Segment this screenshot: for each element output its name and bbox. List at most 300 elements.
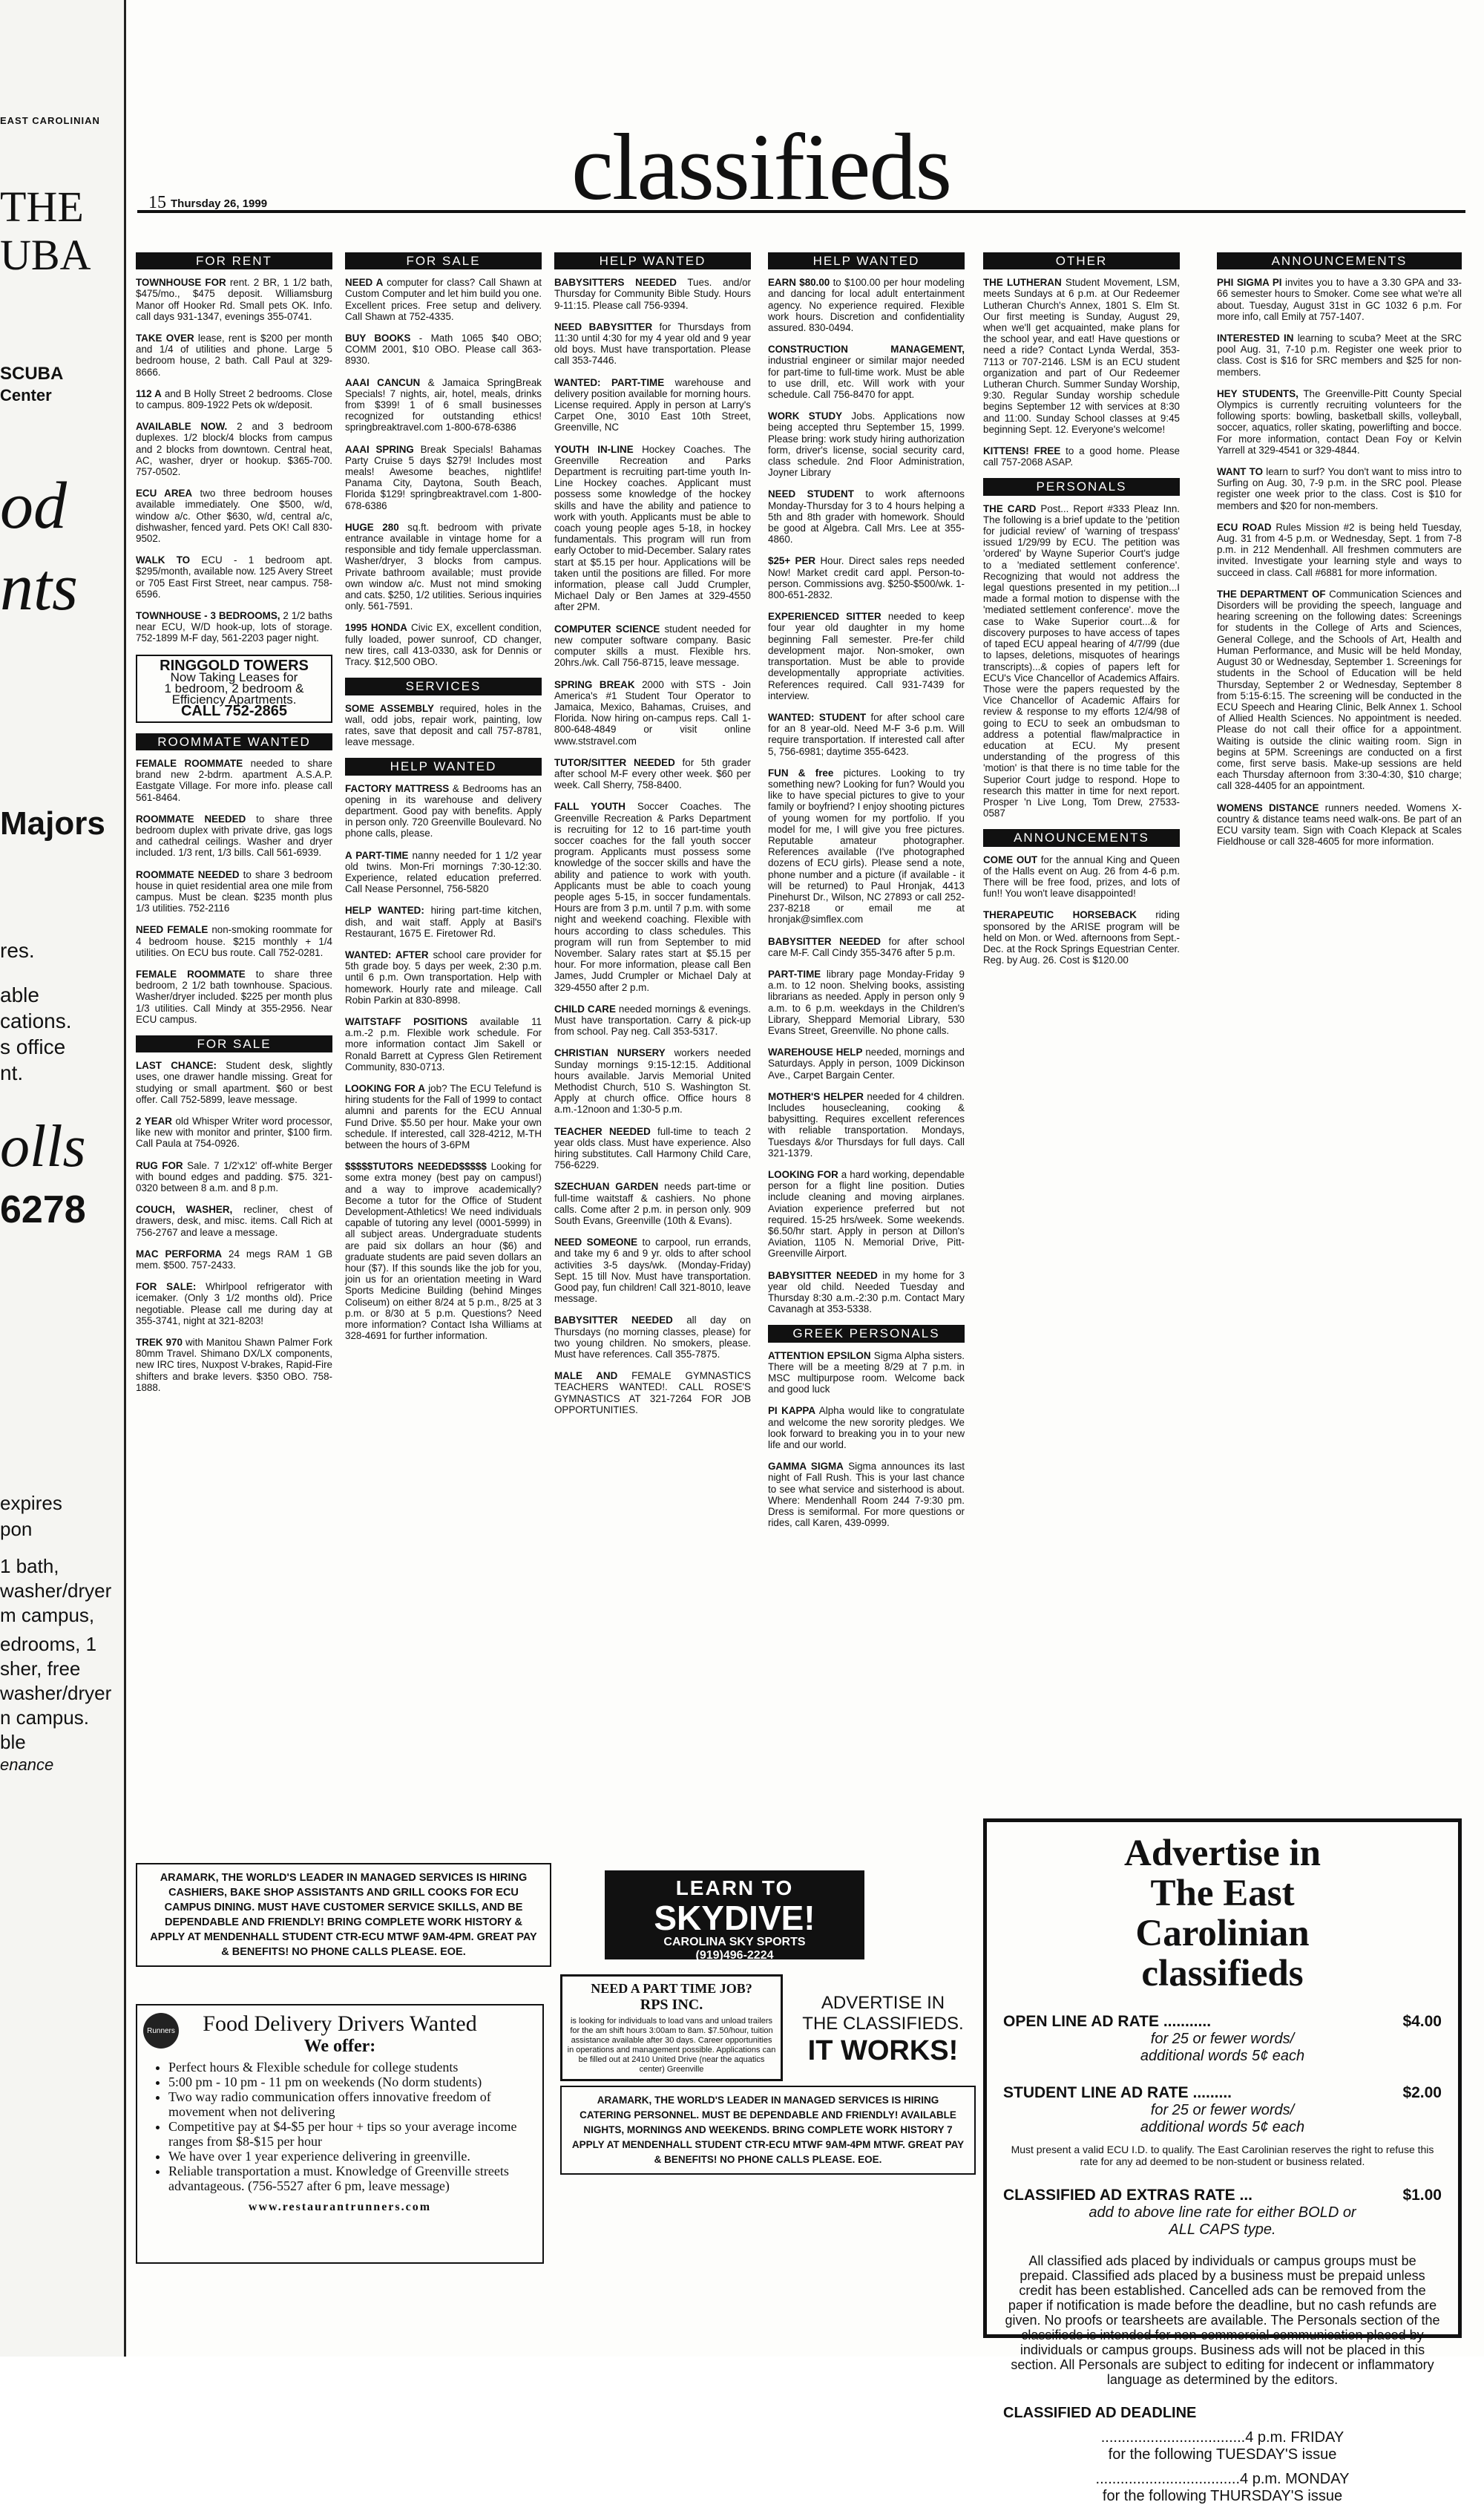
- heading-announcements: ANNOUNCEMENTS: [983, 829, 1180, 846]
- paper-name: EAST CAROLINIAN: [0, 115, 100, 126]
- ad-lead: SZECHUAN GARDEN: [554, 1181, 659, 1193]
- classified-ad: [345, 850, 542, 895]
- classified-ad: [768, 1461, 965, 1528]
- classified-ad: [345, 949, 542, 1006]
- strip-line: cations.: [0, 1009, 72, 1032]
- classified-ad: [554, 757, 751, 791]
- heading-help-wanted: HELP WANTED: [345, 758, 542, 775]
- classified-ad: [768, 611, 965, 701]
- ad-text: for the annual King and Queen of the Halls event on Aug. 26 from 4-6 p.m. There will be free food, prizes, and lots of fun!! You won't leave disappointed!: [983, 854, 1180, 900]
- ad-text: nanny needed for 1 1/2 year old twins. Mon-Fri mornings 7:30-12:30. Experience, related education preferred. Call Nease Personnel, 756-5820: [345, 849, 542, 895]
- classified-ad: [136, 1160, 332, 1194]
- ads-personals: [983, 503, 1180, 819]
- ad-text: school care provider for 5th grade boy. 5 days per week, 2:30 p.m. until 6 p.m. Own transportation. Help with homework. Hourly rate and mileage. Call Robin Parkin at 830-8998.: [345, 949, 542, 1006]
- ads-services: [345, 703, 542, 748]
- issue-date: Thursday 26, 1999: [171, 197, 268, 210]
- food-title: Food Delivery Drivers Wanted: [203, 2011, 477, 2036]
- ad-lead: CHILD CARE: [554, 1003, 616, 1015]
- ad-text: needs part-time or full-time waitstaff & cashiers. No phone calls. Come after 2 p.m. in person only. 909 South Evans, Greenville (10th & Evans).: [554, 1181, 751, 1227]
- classified-ad: [554, 623, 751, 669]
- ad-text: Communication Sciences and Disorders will be providing the speech, language and hearing screening on the following dates: Screenings for students in the College of Arts and Sciences, General College, and the Schools of Art, Health and Human Performance, and Music will be held Monday, August 30 or Wednesday, September 1. Screenings for students in the School of Education will be held Thursday, September 2 or Wednesday, September 8 from 5:15-6:15. The screening will be conducted in the ECU Speech and Hearing Clinic, Belk Annex 1. School of Allied Health Sciences. No appointment is needed. Please do not call their office for a appointment. Waiting is outside the clinic waiting room. Sign in begins at 5PM. Screenings are conducted on a first come, first serve basis. Make-up sessions are held each Thursday afternoon from 3:30-4:30, $10 charge; call 328-4405 for an appointment.: [1217, 588, 1462, 792]
- classified-ad: [554, 1237, 751, 1304]
- classified-ad: [1217, 333, 1462, 378]
- ad-lead: NEED BABYSITTER: [554, 321, 653, 333]
- ad-lead: AAAI CANCUN: [345, 376, 421, 388]
- classified-ad: [983, 445, 1180, 468]
- ad-text: needed to keep four year old daughter in my home beginning Fall semester. Pre-fer child development major. Non-smoker, own transportation. Must be able to provide developmentally appropriate activities. References required. Call 931-7439 for interview.: [768, 611, 965, 701]
- classified-ad: [345, 1083, 542, 1150]
- food-list: [168, 2060, 533, 2193]
- ad-lead: COME OUT: [983, 854, 1038, 865]
- classified-ad: [768, 1169, 965, 1260]
- classified-ad: [768, 488, 965, 545]
- skydive-ad: [605, 1870, 864, 1962]
- ad-text: required, holes in the wall, odd jobs, repair work, painting, low rates, save that deposit and call 757-8781, leave message.: [345, 702, 542, 748]
- strip-line: enance: [0, 1755, 54, 1774]
- classified-ad: [983, 854, 1180, 900]
- deadline-line: for the following THURSDAY'S issue: [1102, 2488, 1343, 2504]
- rate-sub: additional words 5¢ each: [1140, 2048, 1305, 2064]
- ad-text: to carpool, run errands, and take my 6 and 9 yr. olds to after school activities 3-5 days/wk. (Monday-Friday) Sept. 15 till Nov. Must have transportation. Good pay, fun children! Call 321-8010, leave message.: [554, 1237, 752, 1305]
- ad-text: invites you to have a 3.30 GPA and 33-66 semester hours to Smoker. Come see what we're all about. Tuesday, August 31st in GC 1032 6 p.m. For more info, call Emily at 757-1407.: [1217, 277, 1462, 322]
- list-item: • Perfect hours & Flexible schedule for college students: [168, 2060, 533, 2075]
- ad-lead: TEACHER NEEDED: [554, 1125, 651, 1137]
- ad-text: lease, rent is $200 per month and 1/4 of utilities and phone. Large 5 bedroom house, 2 bath. Call Paul at 329-8666.: [136, 333, 332, 378]
- food-url: www.restaurantrunners.com: [248, 2201, 432, 2213]
- aramark-banner: ARAMARK, THE WORLD'S LEADER IN MANAGED SERVICES IS HIRING CASHIERS, BAKE SHOP ASSISTANTS AND GRILL COOKS FOR ECU CAMPUS DINING. MUST HAVE CUSTOMER SERVICE SKILLS, AND BE DEPENDABLE AND FRIENDLY! BRING COMPLETE WORK HISTORY & APPLY AT MENDENHALL STUDENT CTR-ECU MTWF 9AM-4PM. GREAT PAY & BENEFITS! NO PHONE CALLS PLEASE. EOE.: [136, 1863, 551, 1967]
- adjacent-page-strip: [0, 0, 126, 2357]
- skydive-line: SKYDIVE!: [654, 1899, 815, 1937]
- classified-ad: [554, 1003, 751, 1038]
- ad-lead: KITTENS! FREE: [983, 445, 1061, 457]
- classified-ad: [768, 344, 965, 400]
- list-item: • 5:00 pm - 10 pm - 11 pm on weekends (No dorm students): [168, 2075, 533, 2089]
- strip-line: pon: [0, 1518, 33, 1540]
- ad-lead: WOMENS DISTANCE: [1217, 802, 1319, 813]
- ad-lead: NEED SOMEONE: [554, 1237, 638, 1248]
- classified-ad: [345, 1016, 542, 1073]
- classified-ad: [1217, 589, 1462, 792]
- ad-lead: WALK TO: [136, 554, 191, 566]
- ad-text: for Thursdays from 11:30 until 4:30 for my 4 year old and 9 year old boys. Must have transportation. Please call 353-7446.: [554, 321, 752, 367]
- ad-lead: FALL YOUTH: [554, 801, 626, 813]
- strip-line: edrooms, 1: [0, 1633, 97, 1655]
- ad-lead: ATTENTION EPSILON: [768, 1349, 871, 1361]
- ad-text: Soccer Coaches. The Greenville Recreation & Parks Department is recruiting for 12 to 16 part-time youth soccer coaches for the fall youth soccer program. Applicants must possess some knowledge of the soccer skills and have the ability and patience to work with youth. Applicants must be able to coach young people ages 5-15, in soccer fundamentals. Hours are from 3 p.m. until 7 p.m. with some night and weekend coaching. Flexible with hours according to class schedules. This program will run from September to mid November. Salary rates start at $5.15 per hour. For more information, please call Ben James, Judd Crumpler or Michael Daly at 329-4550 after 2 p.m.: [554, 801, 751, 993]
- feature-title: The East: [1150, 1873, 1295, 1914]
- classified-ad: [345, 905, 542, 939]
- ad-text: for after school care for an 8 year-old. Need M-F 3-6 p.m. Will require transportation. If interested call after 5, 756-6981; daytime 355-6423.: [768, 711, 965, 757]
- ad-lead: MALE AND: [554, 1370, 618, 1382]
- strip-line: washer/dryer: [0, 1579, 112, 1602]
- ad-text: in my home for 3 year old child. Needed Tuesday and Thursday 8:30 a.m.-2:30 p.m. Contact Mary Cavanagh at 353-5338.: [768, 1269, 965, 1315]
- ad-lead: WAITSTAFF POSITIONS: [345, 1015, 468, 1027]
- heading-services: SERVICES: [345, 678, 542, 695]
- cta-line: THE CLASSIFIEDS.: [802, 2014, 964, 2034]
- column-5: [983, 252, 1180, 976]
- classified-ad: [136, 1248, 332, 1271]
- strip-line: nts: [0, 551, 79, 624]
- ad-text: Rules Mission #2 is being held Tuesday, Aug. 31 from 4-5 p.m. or Wednesday, Sept. 1 from 7-8 p.m. in 212 Mendenhall. All freshmen commuters are invited. Investigate your learning style and ways to succeed in class. Call #6881 for more information.: [1217, 521, 1462, 578]
- ad-lead: CHRISTIAN NURSERY: [554, 1047, 666, 1059]
- ad-text: workers needed Sunday mornings 9:15-12:15. Additional hours available. Jarvis Memorial United Methodist Church, 510 S. Washington St. Apply at church office. Office hours 8 a.m.-12noon and 1:30-5 p.m.: [554, 1047, 751, 1116]
- heading-help-wanted: HELP WANTED: [768, 252, 965, 269]
- ad-lead: YOUTH IN-LINE: [554, 443, 634, 455]
- ad-text: to share 3 bedroom house in quiet residential area one mile from campus. Must be clean. $235 month plus 1/3 utilities. 752-2116: [136, 868, 332, 914]
- runners-logo: Runners: [143, 2013, 179, 2049]
- rate-sub: additional words 5¢ each: [1140, 2119, 1305, 2135]
- skydive-line: CAROLINA SKY SPORTS: [663, 1936, 806, 1948]
- ad-text: industrial engineer or similar major needed for part-time to full-time work. Must be able to use drill, etc. Will work with your schedule. Call 756-8470 for appt.: [768, 355, 965, 401]
- ad-text: 24 megs RAM 1 GB mem. $500. 757-2433.: [136, 1248, 333, 1271]
- strip-line: washer/dryer: [0, 1682, 112, 1704]
- strip-line: SCUBA: [0, 364, 64, 384]
- classified-ad: [345, 522, 542, 612]
- page-number: 15: [148, 193, 166, 212]
- strip-line: n campus.: [0, 1706, 89, 1729]
- ad-lead: $$$$$TUTORS NEEDED$$$$$: [345, 1161, 487, 1173]
- classified-ad: [1217, 466, 1462, 511]
- ad-lead: NEED STUDENT: [768, 488, 854, 500]
- ringgold-line: Now Taking Leases for: [170, 669, 298, 684]
- ad-lead: MOTHER'S HELPER: [768, 1090, 864, 1102]
- classified-ad: [554, 1370, 751, 1415]
- aramark-banner: ARAMARK, THE WORLD'S LEADER IN MANAGED SERVICES IS HIRING CATERING PERSONNEL. MUST BE DEPENDABLE AND FRIENDLY! AVAILABLE NIGHTS, MORNINGS AND WEEKENDS. BRING COMPLETE WORK HISTORY 7 APPLY AT MENDENHALL STUDENT CTR-ECU MTWF 9AM-4PM MTWF. GREAT PAY & BENEFITS! NO PHONE CALLS PLEASE. EOE.: [560, 2086, 976, 2175]
- ad-text: hiring part-time kitchen, dish, and wait staff. Apply at Basil's Restaurant, 1675 E. Firetower Rd.: [345, 905, 542, 939]
- ad-lead: EXPERIENCED SITTER: [768, 611, 881, 623]
- strip-line: sher, free: [0, 1657, 81, 1680]
- ad-text: - Math 1065 $40 OBO; COMM 2001, $10 OBO. Please call 363-8930.: [345, 333, 542, 367]
- ringgold-line: Efficiency Apartments.: [171, 692, 297, 707]
- classified-ad: [768, 410, 965, 478]
- ad-lead: FACTORY MATTRESS: [345, 782, 450, 794]
- classified-ad: [554, 801, 751, 992]
- ad-text: job? The ECU Telefund is hiring students for the Fall of 1999 to contact alumni and parents for the ECU Annual Fund Drive. $5.50 per hour. Make your own schedule. If interested, call 328-4212, M-TH between the hours of 3-6PM: [345, 1082, 542, 1150]
- ad-lead: COMPUTER SCIENCE: [554, 623, 660, 635]
- ad-text: runners needed. Womens X-country & distance teams need walk-ons. Be part of an ECU varsity team. Sign with Coach Klepack at Scales Fieldhouse or call 328-4605 for more information.: [1217, 802, 1462, 848]
- classified-ad: [768, 277, 965, 333]
- classified-ad: [983, 277, 1180, 435]
- ads-announcements: [1217, 277, 1462, 847]
- ad-text: full-time to teach 2 year olds class. Must have experience. Also hiring substitutes. Call Harmony Child Care, 756-6229.: [554, 1125, 751, 1171]
- ad-text: pictures. Looking to try something new? Looking for fun? Would you like to have special pictures to give to your family or boyfriend? I enjoy shooting pictures of young women for my portfolio. If you model for me, I will give you free pictures. Reputable amateur photographer. References available (I've photographed dozens of ECU girls). Please send a note, phone number and a picture (if available - it will be returned) to Paul Hronjak, 4413 Pinehurst Dr., Wilson, NC 27893 or call 252-237-8218 or email me at hronjak@simflex.com: [768, 767, 965, 926]
- classified-ad: [136, 488, 332, 544]
- rate-label: STUDENT LINE AD RATE .........: [1003, 2084, 1232, 2101]
- ad-lead: HELP WANTED:: [345, 905, 424, 917]
- ad-lead: FUN & free: [768, 767, 834, 779]
- ad-text: to work afternoons Monday-Thursday for 3 to 4 hours helping a 5th and 8th grader with homework. Should be good at Algebra. Call Mrs. Lee at 355-4860.: [768, 488, 965, 546]
- ringgold-line: 1 bedroom, 2 bedroom &: [164, 681, 304, 696]
- ad-lead: THERAPEUTIC HORSEBACK: [983, 909, 1137, 921]
- strip-line: 6278: [0, 1188, 86, 1231]
- ad-lead: WANTED: STUDENT: [768, 711, 867, 723]
- classified-ad: [345, 1161, 542, 1341]
- column-1: [136, 252, 332, 1404]
- heading-for-rent: FOR RENT: [136, 252, 332, 269]
- ad-text: needed to share brand new 2-bdrm. apartment A.S.A.P. Eastgate Village. For more info. please call 561-8464.: [136, 757, 332, 803]
- ad-text: computer for class? Call Shawn at Custom Computer and let him build you one. Excellent prices. Free setup and delivery. Call Shawn at 752-4335.: [345, 277, 542, 322]
- ad-lead: MAC PERFORMA: [136, 1248, 223, 1260]
- ad-lead: ROOMMATE NEEDED: [136, 813, 246, 825]
- classified-ad: [768, 969, 965, 1036]
- classified-ad: [768, 1047, 965, 1081]
- ad-lead: COUCH, WASHER,: [136, 1204, 233, 1216]
- ad-lead: BABYSITTER NEEDED: [768, 1269, 878, 1281]
- column-6: [1217, 252, 1462, 857]
- rate-label: OPEN LINE AD RATE ...........: [1003, 2013, 1212, 2030]
- classified-ad: [345, 703, 542, 748]
- ad-lead: PART-TIME: [768, 968, 821, 980]
- ads-help-wanted: [554, 277, 751, 1415]
- strip-line: ble: [0, 1731, 26, 1753]
- ad-text: Alpha would like to congratulate and welcome the new sorority pledges. We look forward to breaking you in to your new life and our world.: [768, 1405, 965, 1451]
- ad-lead: NEED FEMALE: [136, 924, 209, 936]
- ad-text: Tues. and/or Thursday for Community Bible Study. Hours 9-11:15. Please call 756-9394.: [554, 277, 751, 311]
- heading-roommate-wanted: ROOMMATE WANTED: [136, 733, 332, 750]
- strip-line: Majors: [0, 805, 105, 842]
- classified-ad: [136, 758, 332, 803]
- ad-lead: LOOKING FOR: [768, 1169, 838, 1181]
- classified-ad: [1217, 802, 1462, 848]
- classified-ad: [136, 554, 332, 600]
- classified-ad: [136, 924, 332, 958]
- strip-line: olls: [0, 1114, 86, 1179]
- ad-lead: AVAILABLE NOW.: [136, 421, 228, 433]
- classified-ad: [554, 1047, 751, 1115]
- classified-ad: [554, 679, 751, 747]
- cta-line: ADVERTISE IN: [821, 1993, 945, 2013]
- classified-ad: [345, 783, 542, 839]
- ad-lead: HUGE 280: [345, 521, 399, 533]
- feature-title: classifieds: [1141, 1953, 1304, 1994]
- ad-lead: TOWNHOUSE FOR: [136, 277, 226, 289]
- ads-greek: [768, 1350, 965, 1529]
- classified-ad: [768, 1270, 965, 1315]
- column-3: [554, 252, 751, 1426]
- ad-text: & Bedrooms has an opening in its warehouse and delivery department. Good pay with benefits. Apply in person only. 720 Greenville Boulevard. No phone calls, please.: [345, 782, 542, 839]
- rate-sub: for 25 or fewer words/: [1150, 2031, 1295, 2047]
- ad-text: learning to scuba? Meet at the SRC pool Aug. 31, 7-10 p.m. Register one week prior to class. Cost is $16 for SRC members and $25 for non-members.: [1217, 333, 1462, 378]
- classified-ad: [136, 969, 332, 1025]
- classified-ad: [136, 610, 332, 644]
- heading-for-sale: FOR SALE: [345, 252, 542, 269]
- classified-ad: [554, 1314, 751, 1360]
- ad-text: learn to surf? You don't want to miss intro to Surfing on Aug. 30, 7-9 p.m. in the SRC pool. Please register one week prior to the class. Cost is $10 for members and $20 for non-members.: [1217, 466, 1462, 511]
- ad-text: warehouse and delivery position available for morning hours. License required. Apply in person at Larry's Carpet One, 3010 East 10th Street, Greenville, NC: [554, 376, 751, 433]
- ad-text: student needed for new computer software company. Basic computer skills a must. Flexible hrs. 20hrs./wk. Call 756-8715, leave message.: [554, 623, 751, 669]
- classified-ad: [1217, 277, 1462, 322]
- classified-ad: [136, 333, 332, 378]
- strip-line: expires: [0, 1492, 62, 1514]
- strip-line: od: [0, 469, 67, 543]
- strip-line: able: [0, 983, 39, 1006]
- ad-lead: TREK 970: [136, 1337, 183, 1349]
- rps-ad: [560, 1974, 783, 2081]
- classified-ad: [554, 1126, 751, 1171]
- extras-rate: [1003, 2187, 1442, 2204]
- rate-sub: add to above line rate for either BOLD or: [1089, 2204, 1356, 2221]
- ad-text: Looking for some extra money (best pay on campus!) and a way to improve academically? Become a tutor for the Office of Student Development-Athletics! We need individuals capable of tutoring any level (0001-5999) in all subject areas. Undergraduate students are paid six dollars an hour ($6) and graduate students are paid seven dollars an hour ($7). If this sounds like the job for you, join us for an orientation meeting in Ward Sports Medicine Building (behind Minges Coliseum) on either 8/24 at 5 p.m., 8/25 at 3 p.m. or 8/30 at 5 p.m. Questions? Need more information? Contact Isha Williams at 328-4691 for further information.: [345, 1161, 542, 1342]
- ad-lead: 112 A: [136, 387, 162, 399]
- ad-lead: WANTED: PART-TIME: [554, 376, 665, 388]
- classified-ad: [136, 1116, 332, 1150]
- ad-text: Student desk, slightly uses, one drawer handle missing. Great for studying or small apartment. $60 or best offer. Call 752-5899, leave message.: [136, 1060, 332, 1105]
- ad-text: sq.ft. bedroom with private entrance available in vintage home for a responsible and tidy female upperclassman. Washer/dryer, 3 blocks from campus. Private bathroom available; must provide own window a/c. Must not mind smoking and cats. $250, 1/2 utilities. Serious inquiries only. 561-7591.: [345, 521, 542, 612]
- classified-ad: [1217, 522, 1462, 578]
- ad-text: needed, mornings and Saturdays. Apply in person, 1009 Dickinson Ave., Carpet Bargain Center.: [768, 1047, 965, 1081]
- ad-lead: WORK STUDY: [768, 410, 843, 422]
- ringgold-box: [136, 655, 332, 723]
- classified-ad: [768, 936, 965, 958]
- heading-other: OTHER: [983, 252, 1180, 269]
- ad-text: all day on Thursdays (no morning classes, please) for two young children. No smokers, please. Must have references. Call 355-7875.: [554, 1314, 751, 1360]
- student-note: Must present a valid ECU I.D. to qualify. The East Carolinian reserves the right to refuse this rate for any ad deemed to be non-student or business related.: [1011, 2144, 1434, 2167]
- ad-text: Whirlpool refrigerator with icemaker. (Only 3 1/2 months old). Price negotiable. Please call me during day at 355-3741, night at 321-8203!: [136, 1281, 332, 1326]
- ad-lead: WAREHOUSE HELP: [768, 1047, 863, 1058]
- ad-text: 2000 with STS - Join America's #1 Student Tour Operator to Jamaica, Mexico, Bahamas, Cruises, and Florida. Now hiring on-campus reps. Call 1-800-648-4849 or visit online www.ststravel.com: [554, 678, 751, 747]
- deadline-title: CLASSIFIED AD DEADLINE: [1003, 2405, 1197, 2421]
- ad-text: two three bedroom houses available immediately. One $500, w/d, window a/c. Other $630, w/d, central a/c, dishwasher, fenced yard. Pets OK! Call 830-9502.: [136, 488, 332, 545]
- classified-ad: [554, 377, 751, 433]
- heading-announcements: ANNOUNCEMENTS: [1217, 252, 1462, 269]
- ad-text: to a good home. Please call 757-2068 ASAP.: [983, 445, 1180, 468]
- ad-text: for 5th grader after school M-F every other week. $60 per week. Call Sherry, 758-8400.: [554, 756, 751, 791]
- classified-ad: [136, 1281, 332, 1326]
- ad-text: The Greenville-Pitt County Special Olympics is currently recruiting volunteers for the following sports: bowling, basketball skills, volleyball, soccer, aquatics, roller skating, powerlifting and bocce. For more information, contact Dean Foy or Kelvin Yarrell at 329-4541 or 329-4844.: [1217, 387, 1462, 456]
- classified-ad: [768, 1091, 965, 1159]
- header-rule: [137, 210, 1465, 213]
- rate-price: $2.00: [1402, 2084, 1442, 2101]
- classified-ad: [768, 1350, 965, 1395]
- ad-lead: LOOKING FOR A: [345, 1082, 426, 1094]
- ads-for-sale: [136, 1060, 332, 1393]
- classified-ad: [136, 1337, 332, 1393]
- column-4: [768, 252, 965, 1539]
- ad-text: & Jamaica SpringBreak Specials! 7 nights, air, hotel, meals, drinks from $399! 1 of 6 small businesses recognized for outstanding ethics! springbreaktravel.com 1-800-678-6386: [345, 376, 542, 433]
- ad-lead: BABYSITTER NEEDED: [768, 935, 881, 947]
- classified-ad: [136, 869, 332, 914]
- classified-ad: [345, 333, 542, 367]
- ad-lead: INTERESTED IN: [1217, 333, 1294, 344]
- ad-lead: ECU AREA: [136, 488, 193, 500]
- ad-lead: PI KAPPA: [768, 1405, 816, 1417]
- rate-sub: for 25 or fewer words/: [1150, 2102, 1295, 2118]
- cta-line: IT WORKS!: [807, 2035, 959, 2066]
- deadline-line: ...................................4 p.m. MONDAY: [1095, 2471, 1350, 2487]
- ad-text: riding sponsored by the ARISE program will be held on Mon. or Wed. afternoons from Sept.-Dec. at the Rock Springs Equestrian Center. Reg. by Aug. 26. Cost is $120.00: [983, 909, 1180, 966]
- policy-text: All classified ads placed by individuals or campus groups must be prepaid. Classified ads placed by a business must be prepaid unless credit has been established. Cancelled ads can be removed from the paper if notification is made before the deadline, but no cash refunds are given. No proofs or tearsheets are available. The Personals section of the classifieds is intended for non-commercial communication placed by individuals or campus groups. Business ads will not be placed in this section. All Personals are subject to editing for indecent or inflammatory language as determined by the editors.: [1005, 2253, 1440, 2387]
- list-item: • We have over 1 year experience delivering in greenville.: [168, 2149, 533, 2164]
- ad-text: non-smoking roommate for 4 bedroom house. $215 monthly + 1/4 utilities. On ECU bus route. Call 752-0281.: [136, 924, 332, 958]
- ad-text: Sale. 7 1/2'x12' off-white Berger with bound edges and padding. $75. 321-0320 between 8 a.m. and 8 p.m.: [136, 1159, 332, 1193]
- classified-ad: [136, 1060, 332, 1105]
- ad-text: with Manitou Shawn Palmer Fork 80mm Travel. Shimano DX/LX components, new IRC tires, Nuxpost V-brakes, Rapid-Fire shifters and brake levers. $350 OBO. 758-1888.: [136, 1337, 332, 1393]
- rate-price: $1.00: [1402, 2187, 1442, 2204]
- ad-lead: FEMALE ROOMMATE: [136, 968, 246, 980]
- advertise-cta: [790, 1993, 976, 2067]
- list-item: • Competitive pay at $4-$5 per hour + tips so your average income ranges from $8-$15 per hour: [168, 2119, 533, 2149]
- ad-text: library page Monday-Friday 9 a.m. to 12 noon. Shelving books, assisting librarians as needed. Apply in person only 9 a.m. to 6 p.m. weekdays in the Children's Library, Sheppard Memorial Library, 530 Evans Street, Greenville. No phone calls.: [768, 968, 965, 1036]
- classified-ad: [1217, 388, 1462, 456]
- rate-sub: ALL CAPS type.: [1169, 2221, 1276, 2238]
- ads-for-rent: [136, 277, 332, 644]
- ad-lead: FEMALE ROOMMATE: [136, 757, 243, 769]
- classified-ad: [136, 1204, 332, 1238]
- heading-personals: PERSONALS: [983, 478, 1180, 495]
- ad-lead: SPRING BREAK: [554, 678, 635, 690]
- classified-ad: [345, 622, 542, 667]
- list-item: • Two way radio communication offers innovative freedom of movement when not delivering: [168, 2089, 533, 2119]
- ads-roommate: [136, 758, 332, 1025]
- ads-help-wanted: [345, 783, 542, 1342]
- rps-line: NEED A PART TIME JOB?: [591, 1981, 752, 1996]
- ad-text: 2 1/2 baths near ECU, W/D hook-up, lots of storage. 752-1899 M-F day, 561-2203 pager night.: [136, 610, 332, 644]
- ad-lead: A PART-TIME: [345, 849, 409, 861]
- ad-lead: NEED A: [345, 277, 384, 289]
- strip-line: s office: [0, 1035, 66, 1058]
- ad-text: to share three bedroom, 2 1/2 bath townhouse. Spacious. Washer/dryer included. $225 per month plus 1/3 utilities. Call Mindy at 355-2956. Near ECU campus.: [136, 968, 332, 1025]
- ad-lead: AAAI SPRING: [345, 443, 414, 455]
- student-line-rate: [1003, 2084, 1442, 2102]
- deadline-line: ...................................4 p.m. FRIDAY: [1100, 2429, 1345, 2446]
- ad-lead: SOME ASSEMBLY: [345, 702, 434, 714]
- ads-announcements: [983, 854, 1180, 966]
- ad-lead: PHI SIGMA PI: [1217, 277, 1282, 289]
- ad-text: Student Movement, LSM, meets Sundays at 6 p.m. at Our Redeemer Lutheran Church's Annex, 1801 S. Elm St. Our first meeting is Sunday, August 29, when we'll get acquainted, make plans for the school year, and eat! Have questions or need a ride? Contact Lynda Werdal, 353-7113 or 707-2146. LSM is an ECU student organization and part of Our Redeemer Lutheran Church. Summer Sunday Worship, 9:30. Regular Sunday worship schedule begins September 12 with services at 8:30 and 11:00. Sunday School classes at 9:45 beginning Sept. 12. Everyone's welcome!: [983, 277, 1180, 435]
- heading-greek-personals: GREEK PERSONALS: [768, 1325, 965, 1342]
- ad-text: Civic EX, excellent condition, fully loaded, power sunroof, CD changer, new tires, call 413-0330, ask for Dennis or Tracy. $12,500 OBO.: [345, 622, 542, 668]
- strip-line: m campus,: [0, 1604, 95, 1626]
- ad-text: for after school care M-F. Call Cindy 355-3476 after 5 p.m.: [768, 935, 965, 958]
- ad-lead: TAKE OVER: [136, 333, 194, 344]
- classified-ad: [136, 421, 332, 477]
- ad-lead: BUY BOOKS: [345, 333, 411, 344]
- classified-ad: [983, 909, 1180, 966]
- ad-lead: 2 YEAR: [136, 1115, 172, 1127]
- classified-ad: [136, 277, 332, 322]
- ad-text: 2 and 3 bedroom duplexes. 1/2 block/4 blocks from campus and 2 blocks from downtown. Central heat, AC, washer, dryer or hookup. $365-700. 757-0502.: [136, 421, 333, 478]
- strip-line: 1 bath,: [0, 1555, 59, 1577]
- classified-ad: [554, 444, 751, 613]
- feature-title: Carolinian: [1135, 1913, 1310, 1954]
- ad-lead: BABYSITTER NEEDED: [554, 1314, 673, 1326]
- ad-lead: LAST CHANCE:: [136, 1060, 217, 1072]
- ad-lead: TOWNHOUSE - 3 BEDROOMS,: [136, 610, 280, 622]
- classified-ad: [554, 1181, 751, 1226]
- classified-ad: [554, 321, 751, 367]
- ad-text: Hockey Coaches. The Greenville Recreation and Parks Department is recruiting part-time youth In-Line Hockey coaches. Applicant must possess some knowledge of the hockey skills and have the ability and patience to work with youth. Applicants must be able to coach young people ages 5-18, in hockey fundamentals. This program will run from early October to mid-December. Salary rates start at $5.15 per hour. Applications will be taken until the positions are filled. For more information, please call Judd Crumpler, Michael Daly or Ben James at 329-4550 after 2PM.: [554, 443, 751, 613]
- feature-title: Advertise in: [1124, 1833, 1321, 1874]
- strip-line: UBA: [0, 231, 91, 279]
- ads-for-sale: [345, 277, 542, 667]
- classified-ad: [768, 1405, 965, 1450]
- ad-lead: WANTED: AFTER: [345, 949, 429, 960]
- ad-text: Sigma Alpha sisters. There will be a meeting 8/29 at 7 p.m. in MSC multipurpose room. Welcome back and good luck: [768, 1349, 965, 1395]
- ad-text: needed for 4 children. Includes housecleaning, cooking & babysitting. Requires excellent references with reliable transportation. Mondays, Tuesdays &/or Thursdays for full days. Call 321-1379.: [768, 1090, 965, 1159]
- strip-line: Center: [0, 386, 52, 405]
- classified-ad: [768, 767, 965, 926]
- classified-ad: [768, 555, 965, 600]
- ad-lead: RUG FOR: [136, 1159, 183, 1171]
- strip-line: THE: [0, 183, 84, 231]
- ad-lead: HEY STUDENTS,: [1217, 387, 1298, 399]
- ad-text: to $100.00 per hour modeling and dancing for local adult entertainment agency. No experience required. Flexible work hours. Discretion and confidentiality assured. 830-0494.: [768, 277, 965, 334]
- classified-ad: [345, 377, 542, 433]
- skydive-line: LEARN TO: [675, 1876, 794, 1899]
- ad-lead: WANT TO: [1217, 466, 1263, 478]
- ad-lead: FOR SALE:: [136, 1281, 197, 1293]
- ad-text: recliner, chest of drawers, desk, and misc. items. Call Rich at 756-2767 and leave a message.: [136, 1204, 332, 1238]
